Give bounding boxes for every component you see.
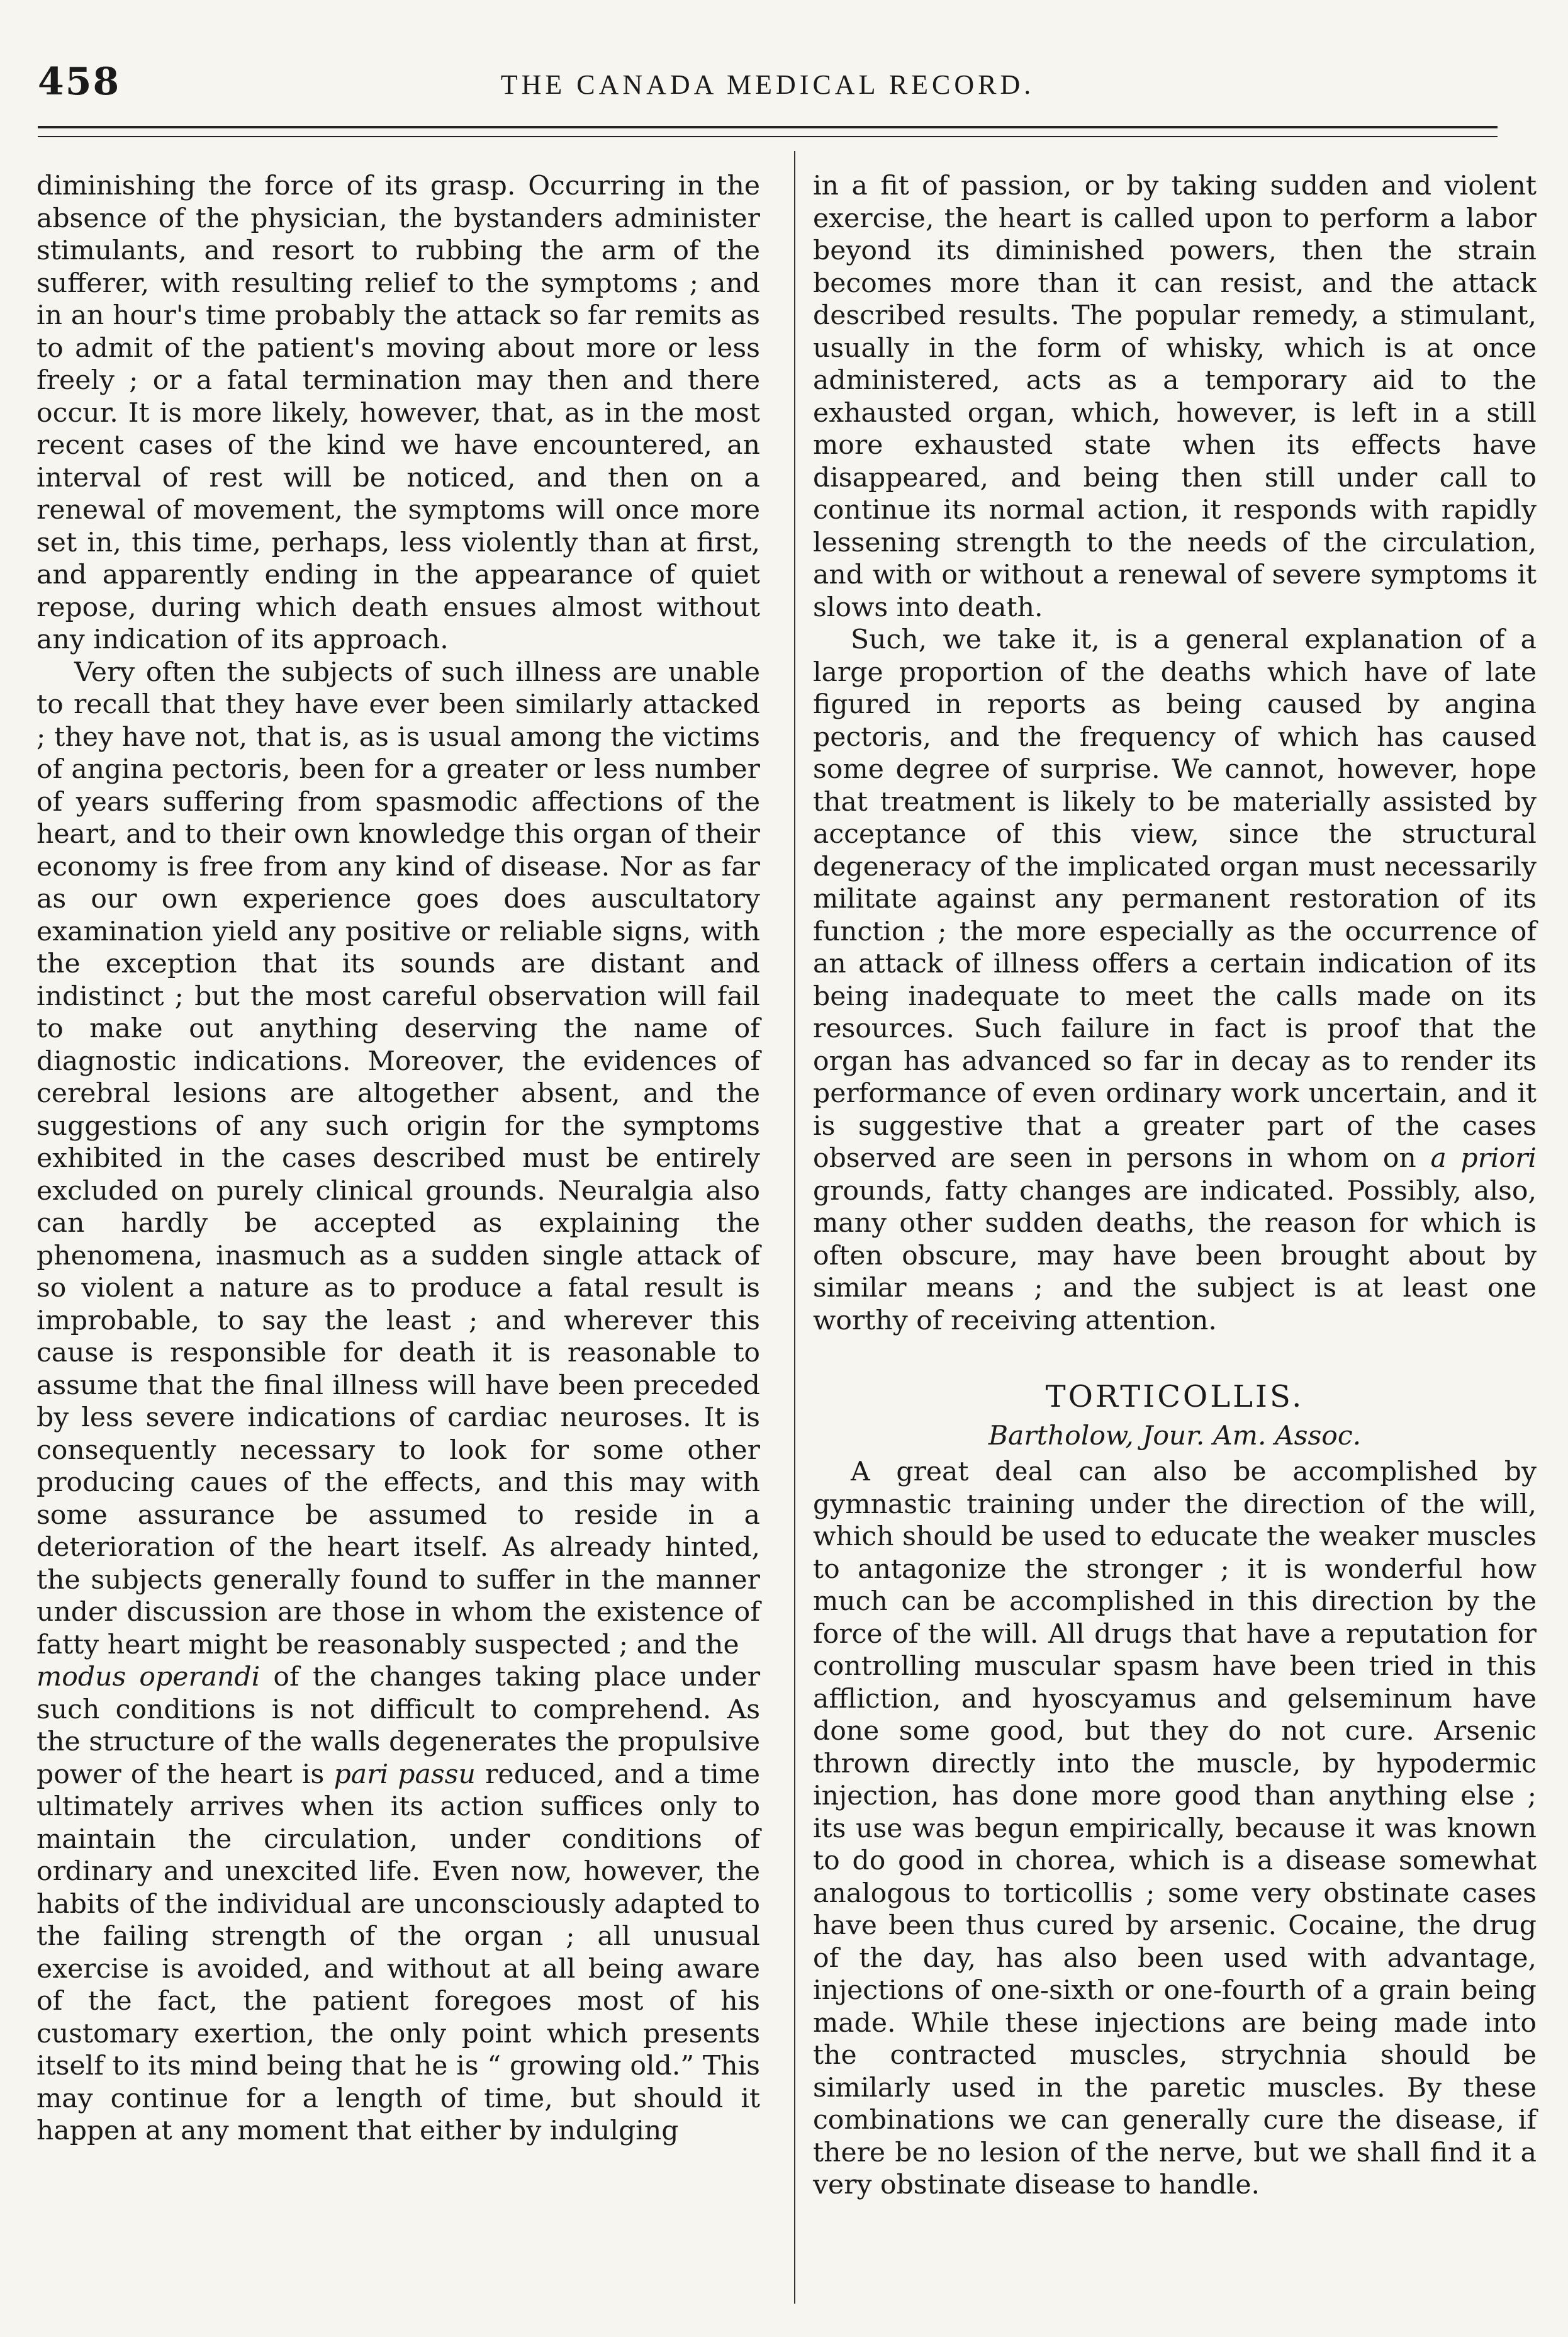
italic-term: pari passu [333,1759,476,1790]
header-rule-thin [38,136,1498,137]
paragraph-mixed [813,624,1537,1337]
paragraph-mixed [36,1661,760,2148]
paragraph-text: reduced, and a time ultimately arrives when its action suffices only to maintain the circulation, under conditions of ordinary and unexcited life. Even now, however, the habits of the individual are unconsciously adapted to the failing strength of the organ ; all unusual exercise is avoided, and without at all being aware of the fact, the patient foregoes most of his customary exertion, the only point which presents itself to its mind being that he is “ growing old.” This may continue for a length of time, but should it happen at any moment that either by indulging [36,1759,761,2146]
paragraph: Very often the subjects of such illness are unable to recall that they have ever been similarly attacked ; they have not, that is, as is usual among the victims of angina pectoris, been for a greater or less number of years suffering from spasmodic affections of the heart, and to their own knowledge this organ of their economy is free from any kind of disease. Nor as far as our own experience goes does auscultatory examination yield any positive or reliable signs, with the exception that its sounds are distant and indistinct ; but the most careful observation will fail to make out anything deserving the name of diagnostic indications. Moreover, the evidences of cerebral lesions are altogether absent, and the suggestions of any such origin for the symptoms exhibited in the cases described must be entirely excluded on purely clinical grounds. Neuralgia also can hardly be accepted as explaining the phenomena, inasmuch as a sudden single attack of so violent a nature as to produce a fatal result is improbable, to say the least ; and wherever this cause is responsible for death it is reasonable to assume that the final illness will have been preceded by less severe indications of cardiac neuroses. It is consequently necessary to look for some other producing caues of the effects, and this may with some assurance be assumed to reside in a deterioration of the heart itself. As already hinted, the subjects generally found to suffer in the manner under discussion are those in whom the existence of fatty heart might be reasonably suspected ; and the [36,656,760,1660]
paragraph: in a fit of passion, or by taking sudden and violent exercise, the heart is called upon to perform a labor beyond its diminished powers, then the strain becomes more than it can resist, and the attack described results. The popular remedy, a stimulant, usually in the form of whisky, which is at once administered, acts as a temporary aid to the exhausted organ, which, however, is left in a still more exhausted state when its effects have disappeared, and being then still under call to continue its normal action, it responds with rapidly lessening strength to the needs of the circulation, and with or without a renewal of severe symptoms it slows into death. [813,171,1537,623]
left-column [36,170,760,2148]
paragraph-text: Such, we take it, is a general explanation of a large proportion of the deaths which have of late figured in reports as being caused by angina pectoris, and the frequency of which has caused some degree of surprise. We cannot, however, hope that treatment is likely to be materially assisted by acceptance of this view, since the structural degeneracy of the implicated organ must necessarily militate against any permanent restoration of its function ; the more especially as the occurrence of an attack of illness offers a certain indication of its being inadequate to meet the calls made on its resources. Such failure in fact is proof that the organ has advanced so far in decay as to render its performance of even ordinary work uncertain, and it is suggestive that a greater part of the cases observed are seen in persons in whom on [813,624,1537,1174]
paragraph-text: grounds, fatty changes are indicated. Possibly, also, many other sudden deaths, the reason for which is often obscure, may have been brought about by similar means ; and the subject is at least one worthy of receiving attention. [813,1175,1537,1336]
journal-title: THE CANADA MEDICAL RECORD. [500,69,1035,100]
right-column [813,170,1537,2202]
paragraph-text: of the changes taking place under such conditions is not difficult to comprehend. As the structure of the walls degenerates the propulsive power of the heart is [36,1662,761,1790]
column-divider [794,151,795,2304]
page-header [38,60,1498,116]
paragraph: A great deal can also be accomplished by gymnastic training under the direction of the will, which should be used to educate the weaker muscles to antagonize the stronger ; it is wonderful how much can be accomplished in this direction by the force of the will. All drugs that have a reputation for controlling muscular spasm have been tried in this affliction, and hyoscyamus and gelseminum have done some good, but they do not cure. Arsenic thrown directly into the muscle, by hypodermic injection, has done more good than anything else ; its use was begun empirically, because it was known to do good in chorea, which is a disease somewhat analogous to torticollis ; some very obstinate cases have been thus cured by arsenic. Cocaine, the drug of the day, has also been used with advantage, injections of one-sixth or one-fourth of a grain being made. While these injections are being made into the contracted muscles, strychnia should be similarly used in the paretic muscles. By these combinations we can generally cure the disease, if there be no lesion of the nerve, but we shall find it a very obstinate disease to handle. [813,1456,1537,2200]
italic-term: modus operandi [36,1662,260,1692]
header-rule-thick [38,126,1498,128]
page-number: 458 [38,60,121,104]
section-source: Bartholow, Jour. Am. Assoc. [988,1420,1362,1451]
paragraph: diminishing the force of its grasp. Occurring in the absence of the physician, the bystanders administer stimulants, and resort to rubbing the arm of the sufferer, with resulting relief to the symptoms ; and in an hour's time probably the attack so far remits as to admit of the patient's moving about more or less freely ; or a fatal termination may then and there occur. It is more likely, however, that, as in the most recent cases of the kind we have encountered, an interval of rest will be noticed, and then on a renewal of movement, the symptoms will once more set in, this time, perhaps, less violently than at first, and apparently ending in the appearance of quiet repose, during which death ensues almost without any indication of its approach. [36,171,760,655]
italic-term: a priori [1430,1143,1537,1174]
section-title: TORTICOLLIS. [1045,1379,1304,1414]
